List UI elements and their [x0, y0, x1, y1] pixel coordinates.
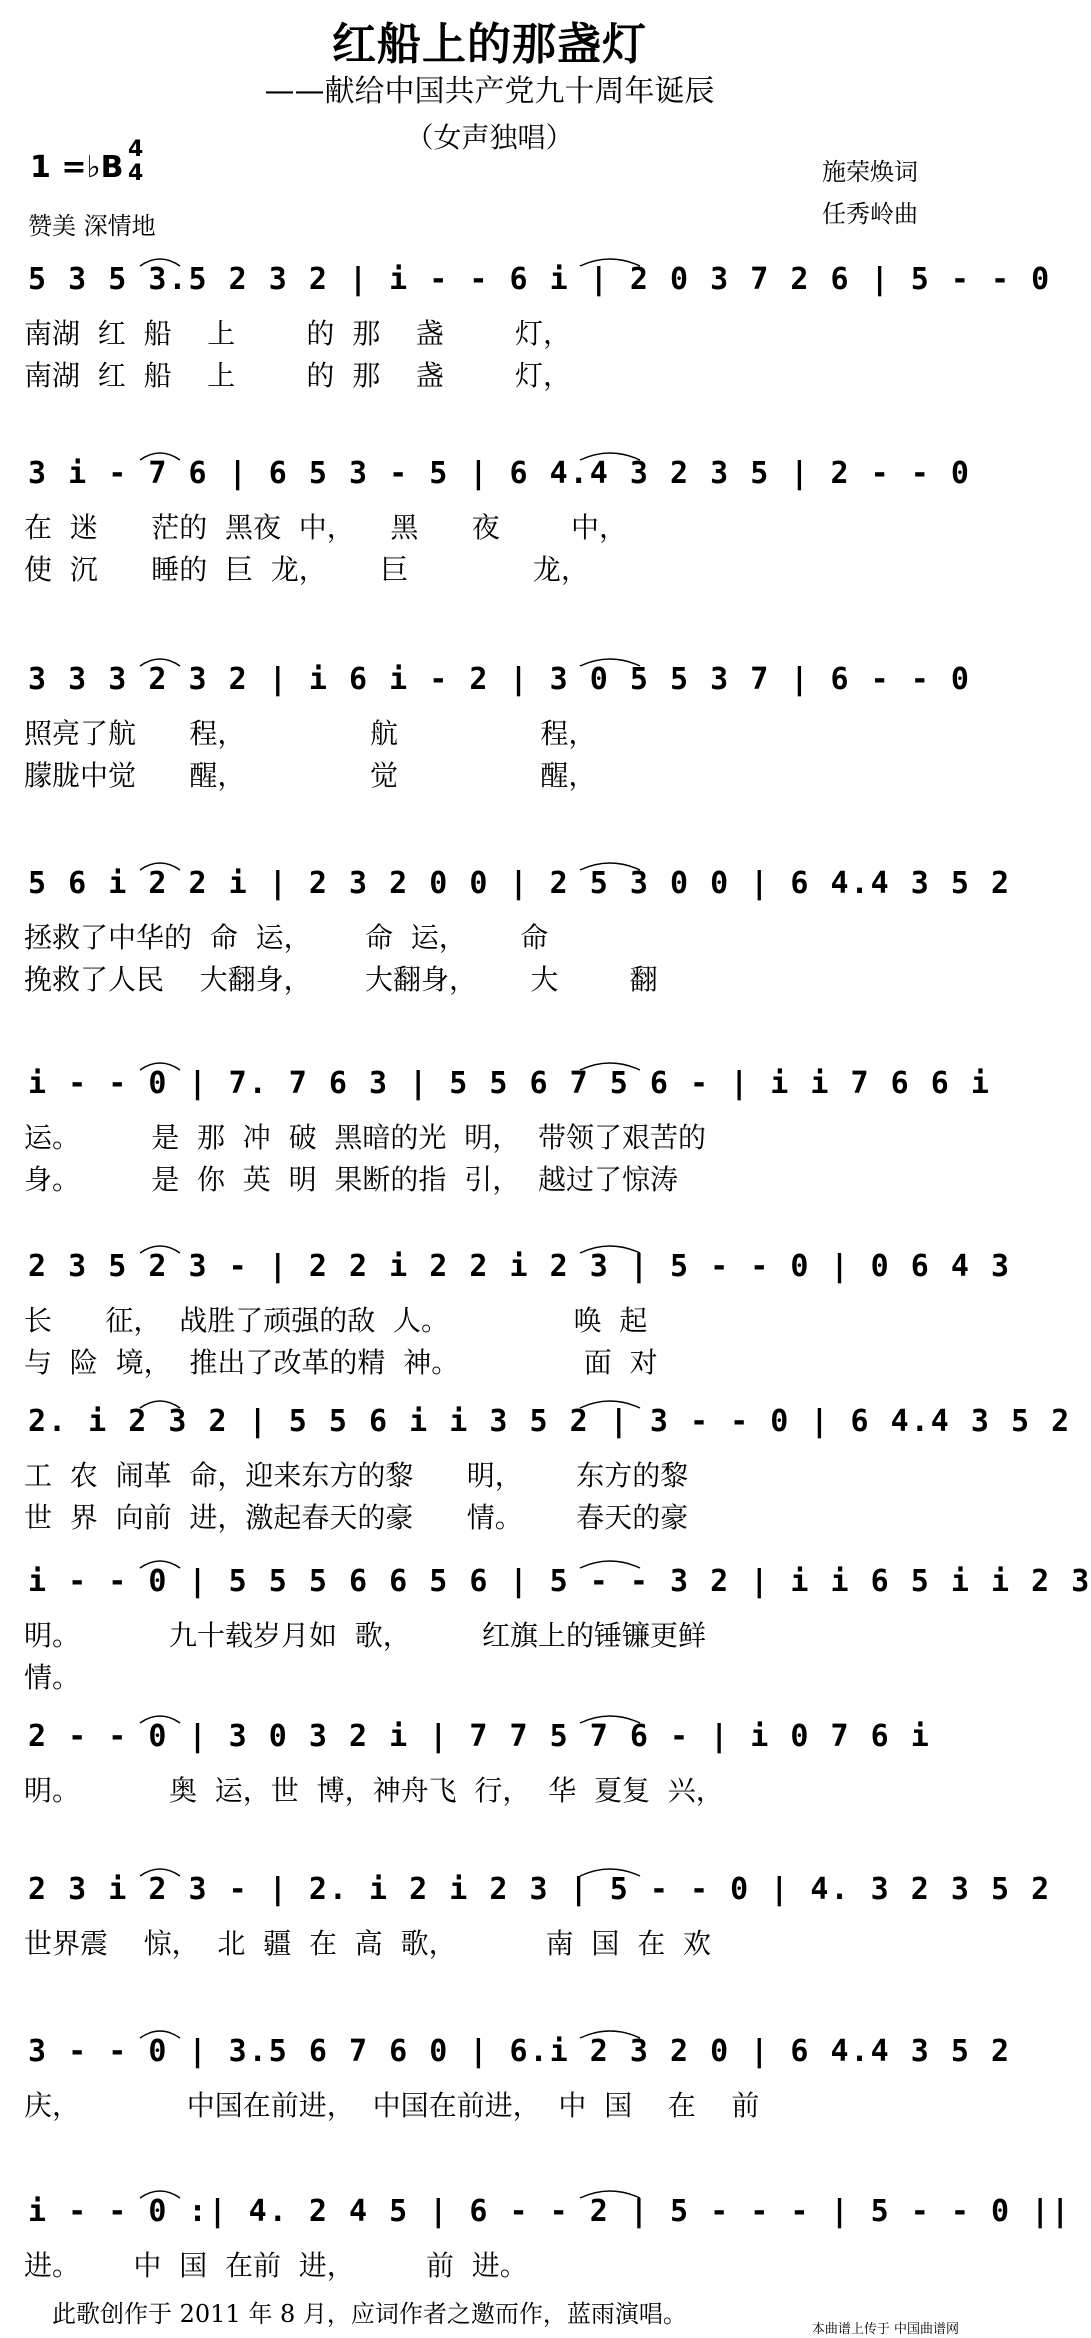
jianpu-notes: [20, 1560, 1091, 1612]
jianpu-notes: [20, 2030, 1012, 2082]
lyric-line: 明。 九十载岁月如 歌， 红旗上的锤镰更鲜: [24, 1619, 707, 1652]
notes-text: i - - 0 | 5 5 5 6 6 5 6 | 5 - - 3 2 | i i 6 5 i i 2 3: [28, 1564, 1091, 1599]
lyric-line: 朦胧中觉 醒， 觉 醒，: [24, 759, 597, 792]
lyric-line: 世界震 惊， 北 疆 在 高 歌， 南 国 在 欢: [24, 1927, 712, 1960]
lyric-line: 身。 是 你 英 明 果断的指 引， 越过了惊涛: [24, 1163, 679, 1196]
jianpu-notes: [20, 658, 971, 710]
lyric-line: 世 界 向前 进，激起春天的豪 情。 春天的豪: [24, 1501, 689, 1534]
lyric-line: 明。 奥 运，世 博，神舟飞 行， 华 夏复 兴，: [24, 1774, 724, 1807]
lyric-line: 在 迷 茫的 黑夜 中， 黑 夜 中，: [24, 511, 628, 544]
lyric-line: 情。: [24, 1661, 81, 1694]
notes-text: 5 3 5 3.5 2 3 2 | i - - 6 i | 2 0 3 7 2 6 | 5 - - 0: [28, 262, 1052, 297]
lyric-line: 挽救了人民 大翻身， 大翻身， 大 翻: [24, 963, 658, 996]
jianpu-notes: [20, 2190, 1072, 2242]
lyric-line: 使 沉 睡的 巨 龙， 巨 龙，: [24, 553, 589, 586]
notes-text: 2 - - 0 | 3 0 3 2 i | 7 7 5 7 6 - | i 0 7 6 i: [28, 1719, 931, 1754]
key-signature: 1 =♭B: [30, 150, 124, 185]
notes-text: 5 6 i 2 2 i | 2 3 2 0 0 | 2 5 3 0 0 | 6 4.4 3 5 2: [28, 866, 1012, 901]
jianpu-notes: [20, 1715, 959, 1767]
song-title: 红船上的那盏灯: [332, 19, 647, 70]
footnote: 此歌创作于 2011 年 8 月，应词作者之邀而作，蓝雨演唱。: [52, 2300, 687, 2328]
jianpu-notes: [20, 452, 971, 504]
lyric-line: 照亮了航 程， 航 程，: [24, 717, 597, 750]
notes-text: 2 3 i 2 3 - | 2. i 2 i 2 3 | 5 - - 0 | 4. 3 2 3 5 2: [28, 1872, 1052, 1907]
notes-text: i - - 0 :| 4. 2 4 5 | 6 - - 2 | 5 - - - | 5 - - 0 ||: [28, 2194, 1072, 2229]
lyricist-credit: 施荣焕词: [822, 158, 918, 186]
lyric-line: 长 征， 战胜了顽强的敌 人。 唤 起: [24, 1304, 648, 1337]
jianpu-notes: [20, 862, 1012, 914]
meter-bottom: 4: [128, 161, 144, 186]
lyric-line: 进。 中 国 在前 进， 前 进。: [24, 2249, 528, 2282]
notes-text: 3 - - 0 | 3.5 6 7 6 0 | 6.i 2 3 2 0 | 6 4.4 3 5 2: [28, 2034, 1012, 2069]
jianpu-notes: [20, 1062, 991, 1114]
composer-credit: 任秀岭曲: [822, 200, 918, 228]
lyric-line: 运。 是 那 冲 破 黑暗的光 明， 带领了艰苦的: [24, 1121, 707, 1154]
upload-credit: 本曲谱上传于 中国曲谱网: [811, 2322, 959, 2337]
tempo-marking: 赞美 深情地: [28, 212, 156, 240]
lyric-line: 南湖 红 船 上 的 那 盏 灯，: [24, 317, 572, 350]
meter-top: 4: [128, 137, 144, 162]
song-subtitle: ——献给中国共产党九十周年诞辰: [264, 74, 715, 109]
time-signature: [128, 138, 143, 186]
performer-note: （女声独唱）: [405, 121, 574, 154]
notes-text: 3 3 3 2 3 2 | i 6 i - 2 | 3 0 5 5 3 7 | 6 - - 0: [28, 662, 971, 697]
lyric-line: 拯救了中华的 命 运， 命 运， 命: [24, 921, 549, 954]
lyric-line: 庆， 中国在前进， 中国在前进， 中 国 在 前: [24, 2089, 760, 2122]
notes-text: i - - 0 | 7. 7 6 3 | 5 5 6 7 5 6 - | i i 7 6 6 i: [28, 1066, 991, 1101]
notes-text: 3 i - 7 6 | 6 5 3 - 5 | 6 4.4 3 2 3 5 | 2 - - 0: [28, 456, 971, 491]
lyric-line: 工 农 闹革 命，迎来东方的黎 明， 东方的黎: [24, 1459, 689, 1492]
lyric-line: 南湖 红 船 上 的 那 盏 灯，: [24, 359, 572, 392]
jianpu-notes: [20, 1245, 1012, 1297]
jianpu-notes: [20, 258, 1052, 310]
jianpu-notes: [20, 1400, 1072, 1452]
jianpu-notes: [20, 1868, 1052, 1920]
notes-text: 2. i 2 3 2 | 5 5 6 i i 3 5 2 | 3 - - 0 | 6 4.4 3 5 2: [28, 1404, 1072, 1439]
notes-text: 2 3 5 2 3 - | 2 2 i 2 2 i 2 3 | 5 - - 0 | 0 6 4 3: [28, 1249, 1012, 1284]
lyric-line: 与 险 境， 推出了改革的精 神。 面 对: [24, 1346, 658, 1379]
